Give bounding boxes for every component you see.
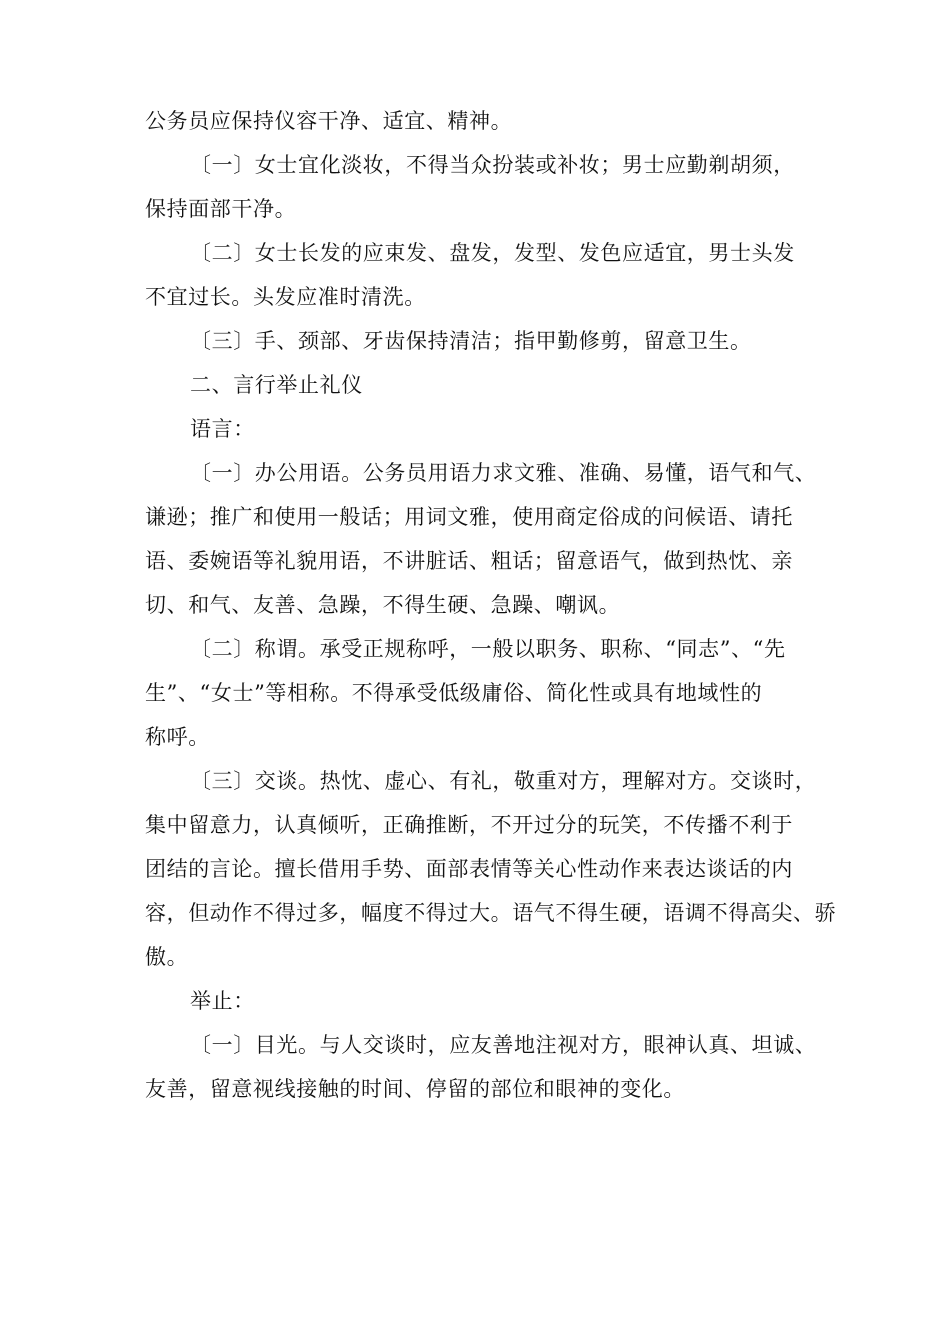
text-line: 语、委婉语等礼貌用语，不讲脏话、粗话；留意语气，做到热忱、亲 <box>145 549 793 573</box>
text-line: 〔一〕目光。与人交谈时，应友善地注视对方，眼神认真、坦诚、 <box>190 1033 817 1057</box>
text-line: 〔三〕手、颈部、牙齿保持清洁；指甲勤修剪，留意卫生。 <box>190 329 752 353</box>
text-line: 〔一〕女士宜化淡妆，不得当众扮装或补妆；男士应勤剃胡须， <box>190 153 795 177</box>
text-line: 友善，留意视线接触的时间、停留的部位和眼神的变化。 <box>145 1077 685 1101</box>
text-line: 容，但动作不得过多，幅度不得过大。语气不得生硬，语调不得高尖、骄 <box>145 901 837 925</box>
subsection-label: 语言： <box>190 417 255 441</box>
section-heading: 二、言行举止礼仪 <box>190 373 363 397</box>
text-line: 公务员应保持仪容干净、适宜、精神。 <box>145 109 513 133</box>
text-line: 谦逊；推广和使用一般话；用词文雅，使用商定俗成的问候语、请托 <box>145 505 793 529</box>
text-line: 称呼。 <box>145 725 210 749</box>
text-line: 团结的言论。擅长借用手势、面部表情等关心性动作来表达谈话的内 <box>145 857 793 881</box>
text-line: 保持面部干净。 <box>145 197 297 221</box>
text-line: 〔二〕称谓。承受正规称呼，一般以职务、职称、“同志”、“先 <box>190 637 786 661</box>
text-line: 〔一〕办公用语。公务员用语力求文雅、准确、易懂，语气和气、 <box>190 461 817 485</box>
text-line: 傲。 <box>145 945 189 969</box>
text-line: 切、和气、友善、急躁，不得生硬、急躁、嘲讽。 <box>145 593 621 617</box>
text-line: 集中留意力，认真倾听，正确推断，不开过分的玩笑，不传播不利于 <box>145 813 793 837</box>
subsection-label: 举止： <box>190 989 255 1013</box>
text-line: 生”、“女士”等相称。不得承受低级庸俗、简化性或具有地域性的 <box>145 681 763 705</box>
text-line: 〔二〕女士长发的应束发、盘发，发型、发色应适宜，男士头发 <box>190 241 795 265</box>
text-line: 〔三〕交谈。热忱、虚心、有礼，敬重对方，理解对方。交谈时， <box>190 769 817 793</box>
text-line: 不宜过长。头发应准时清洗。 <box>145 285 426 309</box>
